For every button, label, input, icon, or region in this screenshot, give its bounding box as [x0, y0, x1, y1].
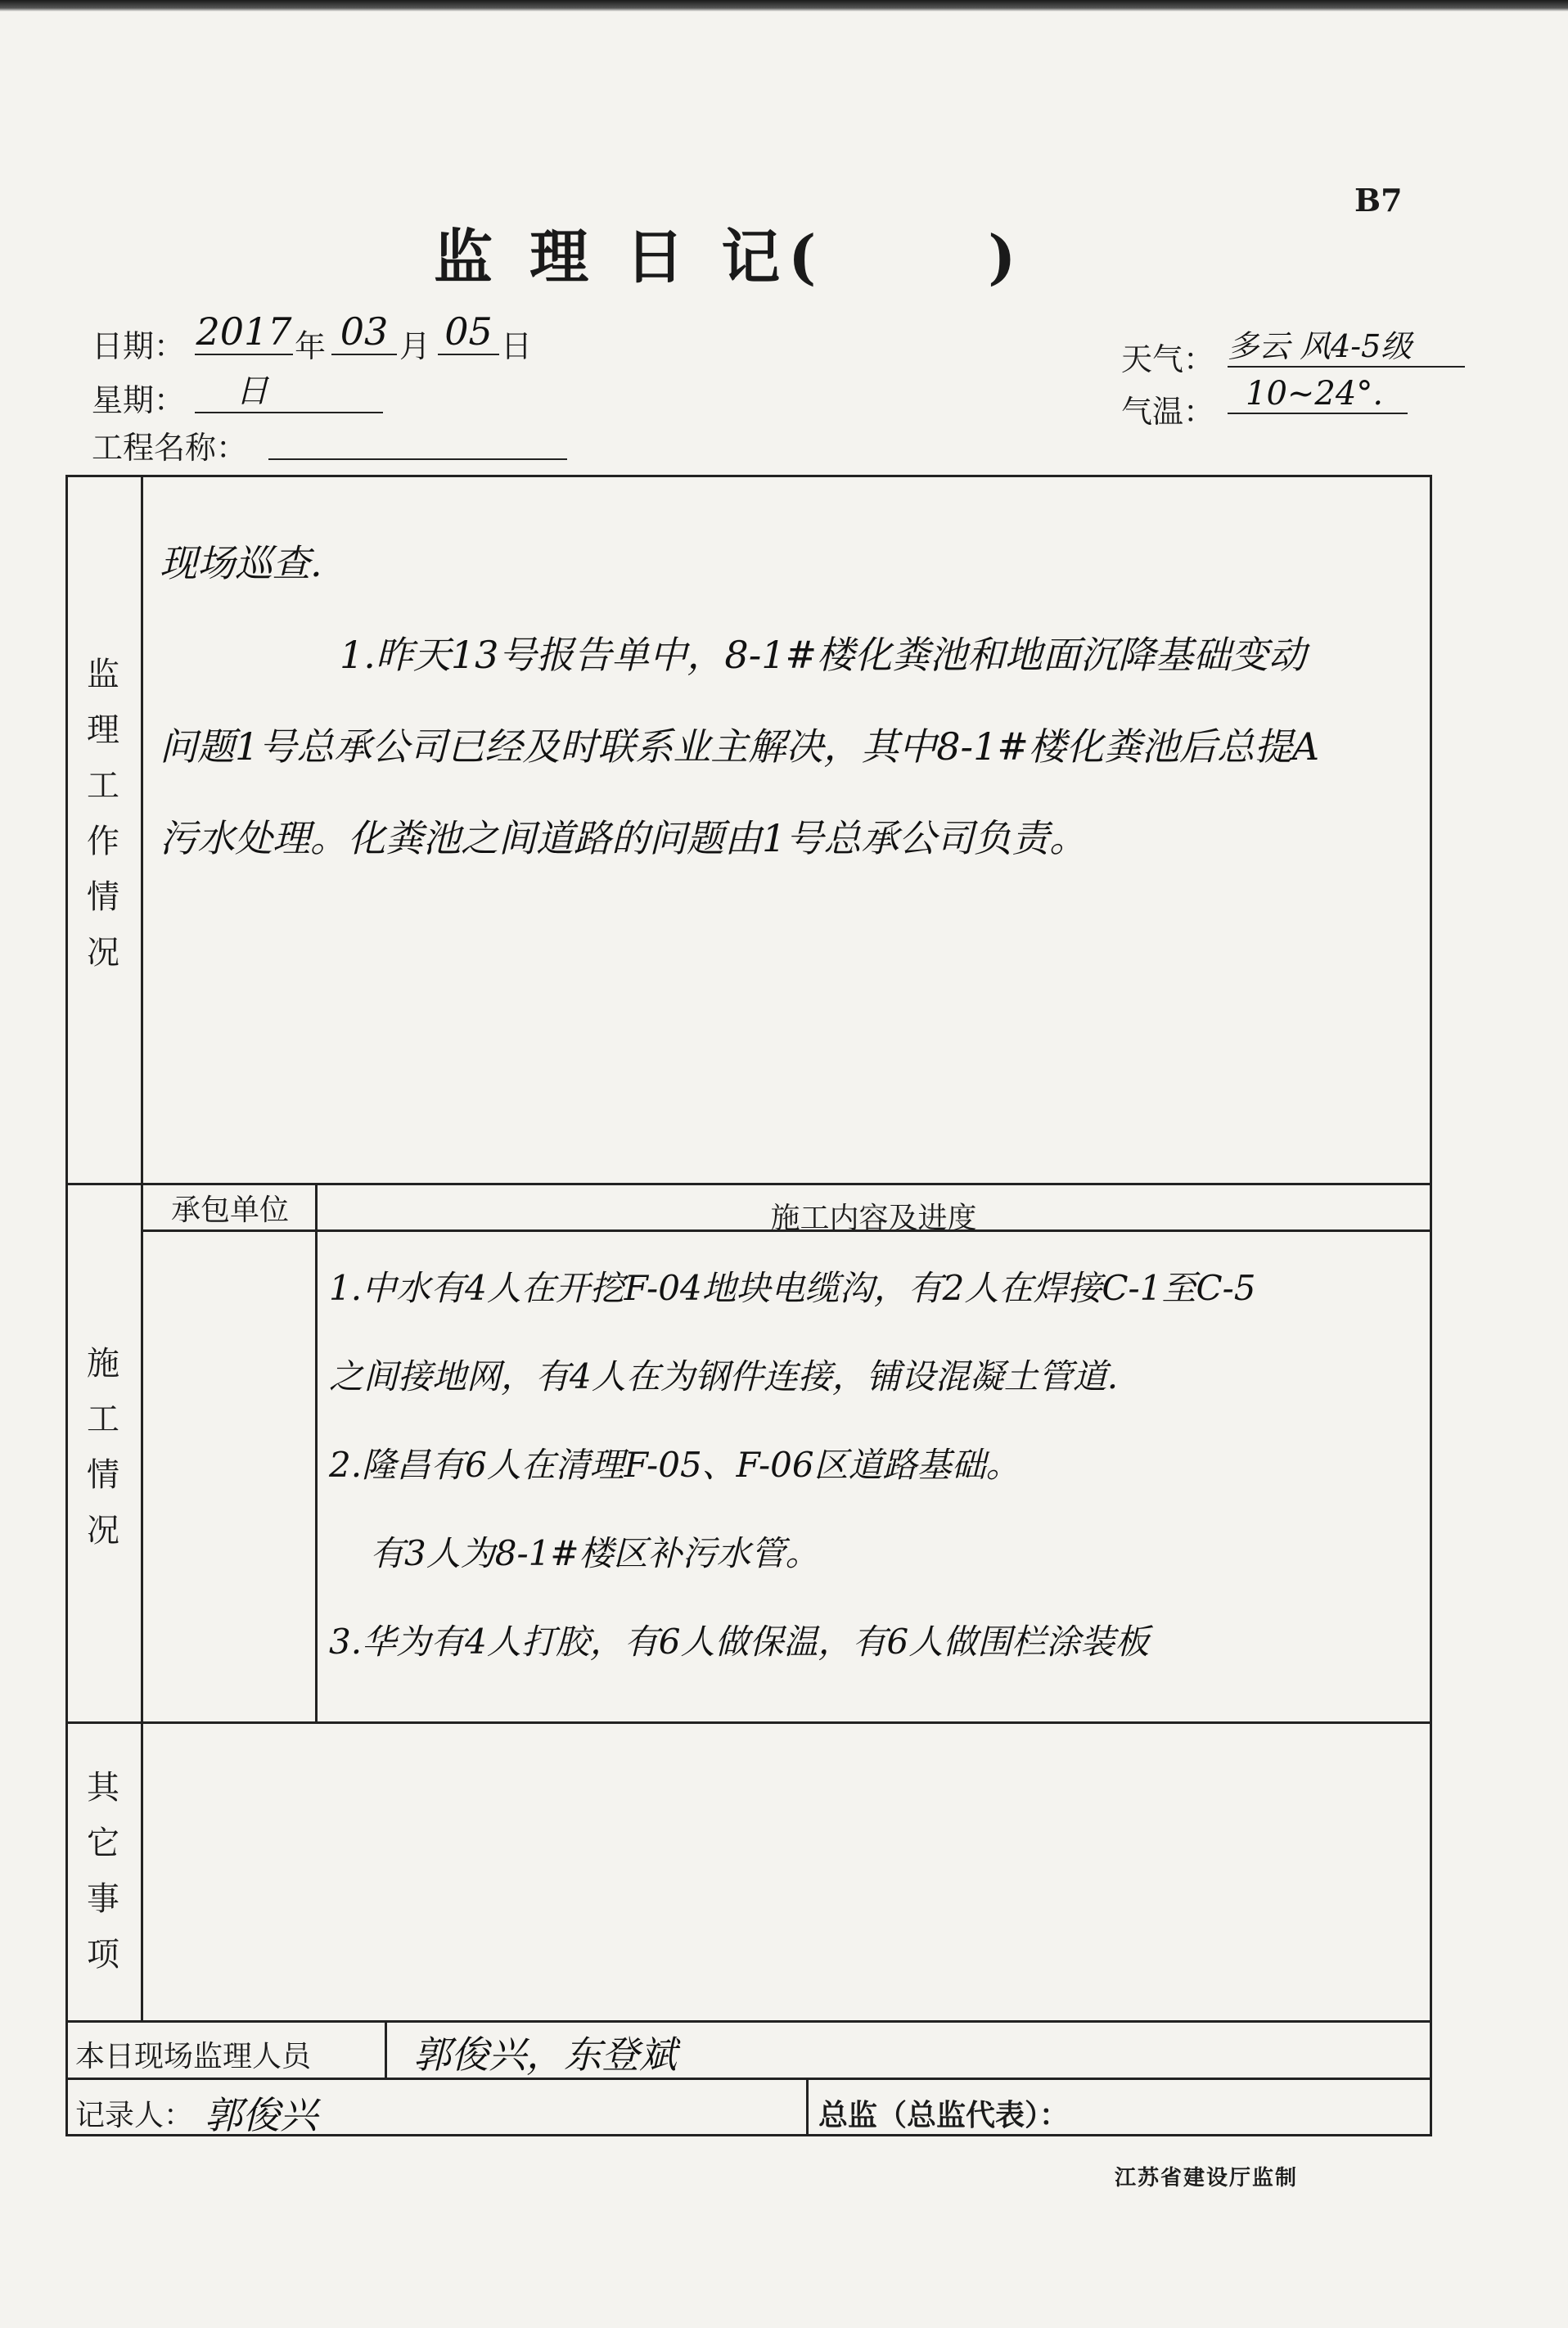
footer-divider: [806, 2078, 809, 2136]
recorder-label: 记录人：: [75, 2099, 194, 2132]
construction-notes: [329, 1244, 1426, 1686]
others-label-char: 事: [87, 1880, 119, 1918]
staff-label-divider: [385, 2020, 387, 2079]
supervision-label-char: 工: [87, 767, 119, 805]
staff-bottom-line: [65, 2078, 1432, 2080]
scan-edge: [0, 0, 1568, 11]
construction-bottom-line: [65, 1721, 1432, 1724]
supervision-label-char: 理: [87, 711, 119, 749]
contractor-header: 承包单位: [170, 1193, 289, 1227]
date-label: 日期：: [92, 328, 186, 364]
others-bottom-line: [65, 2020, 1432, 2023]
construction-label-char: 施: [87, 1345, 119, 1383]
date-month: 03: [331, 309, 397, 355]
date-day: 05: [438, 309, 499, 355]
title-close: ): [988, 222, 1025, 291]
form-code: B7: [1354, 182, 1403, 219]
project-value-line: [268, 458, 567, 460]
construction-label-char: 工: [87, 1401, 119, 1438]
weather-value: 多云 风4-5级: [1228, 321, 1465, 368]
day-char: 日: [501, 328, 533, 364]
supervision-label-char: 监: [87, 656, 119, 693]
supervision-line: 1.昨天13号报告单中，8-1#楼化粪池和地面沉降基础变动: [340, 633, 1307, 677]
contractor-column-divider: [315, 1183, 318, 1723]
construction-label-char: 情: [87, 1456, 119, 1494]
others-label-char: 它: [87, 1825, 119, 1862]
construction-section-label: [79, 1336, 128, 1559]
issuer-credit: 江苏省建设厅监制: [1115, 2166, 1299, 2190]
others-section-label: [79, 1760, 128, 1983]
supervision-bottom-line: [65, 1183, 1432, 1185]
construction-line: 有3人为8-1#楼区补污水管。: [370, 1533, 820, 1573]
supervision-line: 问题1号总承公司已经及时联系业主解决，其中8-1#楼化粪池后总提A: [160, 724, 1320, 769]
chief-label: 总监（总监代表）：: [818, 2099, 1070, 2132]
project-label: 工程名称：: [92, 430, 248, 466]
page-title: [434, 210, 1088, 295]
supervision-section-label: [79, 647, 128, 981]
supervision-notes: [160, 517, 1420, 884]
others-label-char: 项: [87, 1936, 119, 1974]
supervision-line: 污水处理。化粪池之间道路的问题由1号总承公司负责。: [160, 816, 1088, 860]
construction-line: 1.中水有4人在开挖F-04地块电缆沟，有2人在焊接C-1至C-5: [329, 1268, 1256, 1308]
supervision-label-char: 况: [87, 934, 119, 972]
others-label-char: 其: [87, 1769, 119, 1807]
construction-line: 之间接地网，有4人在为钢件连接，铺设混凝土管道.: [329, 1356, 1119, 1396]
supervision-label-char: 作: [87, 823, 119, 860]
supervision-label-char: 情: [87, 878, 119, 916]
weather-label: 天气：: [1121, 341, 1215, 377]
progress-header: 施工内容及进度: [770, 1202, 977, 1235]
date-year: 2017: [196, 309, 292, 354]
staff-label: 本日现场监理人员: [75, 2040, 312, 2073]
staff-value: 郭俊兴，东登斌: [413, 2032, 677, 2077]
label-column-divider: [141, 475, 143, 2022]
construction-label-char: 况: [87, 1512, 119, 1550]
construction-line: 3.华为有4人打胶，有6人做保温，有6人做围栏涂装板: [329, 1622, 1150, 1662]
recorder-value: 郭俊兴: [205, 2093, 318, 2137]
month-char: 月: [399, 328, 431, 364]
construction-line: 2.隆昌有6人在清理F-05、F-06区道路基础。: [329, 1445, 1021, 1485]
temp-label: 气温：: [1121, 394, 1215, 430]
weekday-value: 日: [195, 365, 383, 413]
year-char: 年: [295, 328, 327, 364]
supervision-line: 现场巡查.: [160, 541, 322, 585]
weekday-label: 星期：: [92, 382, 186, 418]
title-text: 监 理 日 记(: [434, 222, 825, 291]
temp-value: 10~24°.: [1228, 375, 1408, 414]
